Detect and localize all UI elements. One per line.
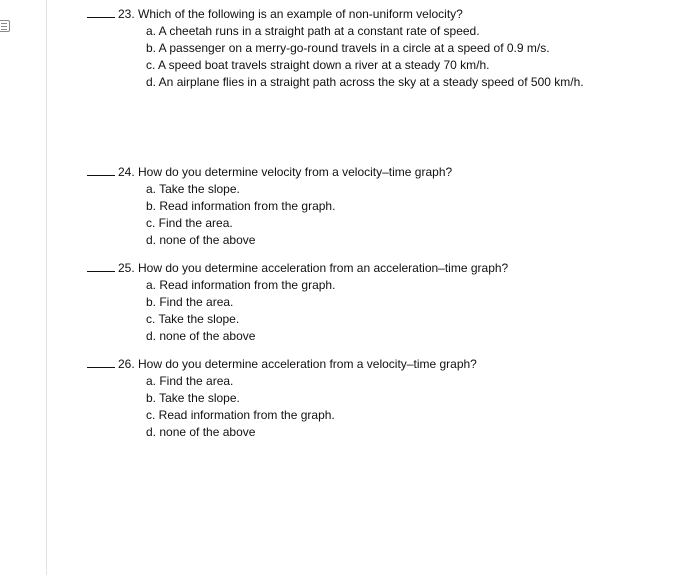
option-c: c. Read information from the graph. (146, 408, 335, 422)
answer-blank[interactable] (87, 260, 115, 272)
question-text: 24. How do you determine velocity from a velocity–time graph? (118, 165, 453, 179)
answer-blank[interactable] (87, 356, 115, 368)
option-a: a. A cheetah runs in a straight path at a constant rate of speed. (146, 24, 480, 38)
option-b: b. Read information from the graph. (146, 199, 336, 213)
option-a: a. Find the area. (146, 374, 234, 388)
answer-blank[interactable] (87, 6, 115, 18)
question-24 (87, 164, 677, 249)
option-b: b. A passenger on a merry-go-round travels in a circle at a speed of 0.9 m/s. (146, 41, 550, 55)
question-text: 25. How do you determine acceleration from an acceleration–time graph? (118, 261, 509, 275)
question-25 (87, 260, 677, 345)
page-left-border (46, 0, 47, 575)
option-d: d. none of the above (146, 425, 256, 439)
question-text: 26. How do you determine acceleration from a velocity–time graph? (118, 357, 477, 371)
list-outline-icon[interactable] (0, 20, 10, 32)
option-c: c. Find the area. (146, 216, 233, 230)
option-b: b. Find the area. (146, 295, 234, 309)
answer-blank[interactable] (87, 164, 115, 176)
option-d: d. none of the above (146, 233, 256, 247)
question-26 (87, 356, 677, 441)
question-23 (87, 6, 677, 91)
option-b: b. Take the slope. (146, 391, 240, 405)
option-c: c. Take the slope. (146, 312, 240, 326)
option-a: a. Read information from the graph. (146, 278, 336, 292)
option-c: c. A speed boat travels straight down a river at a steady 70 km/h. (146, 58, 490, 72)
option-d: d. An airplane flies in a straight path across the sky at a steady speed of 500 km/h. (146, 75, 584, 89)
question-text: 23. Which of the following is an example of non-uniform velocity? (118, 7, 463, 21)
option-a: a. Take the slope. (146, 182, 240, 196)
option-d: d. none of the above (146, 329, 256, 343)
